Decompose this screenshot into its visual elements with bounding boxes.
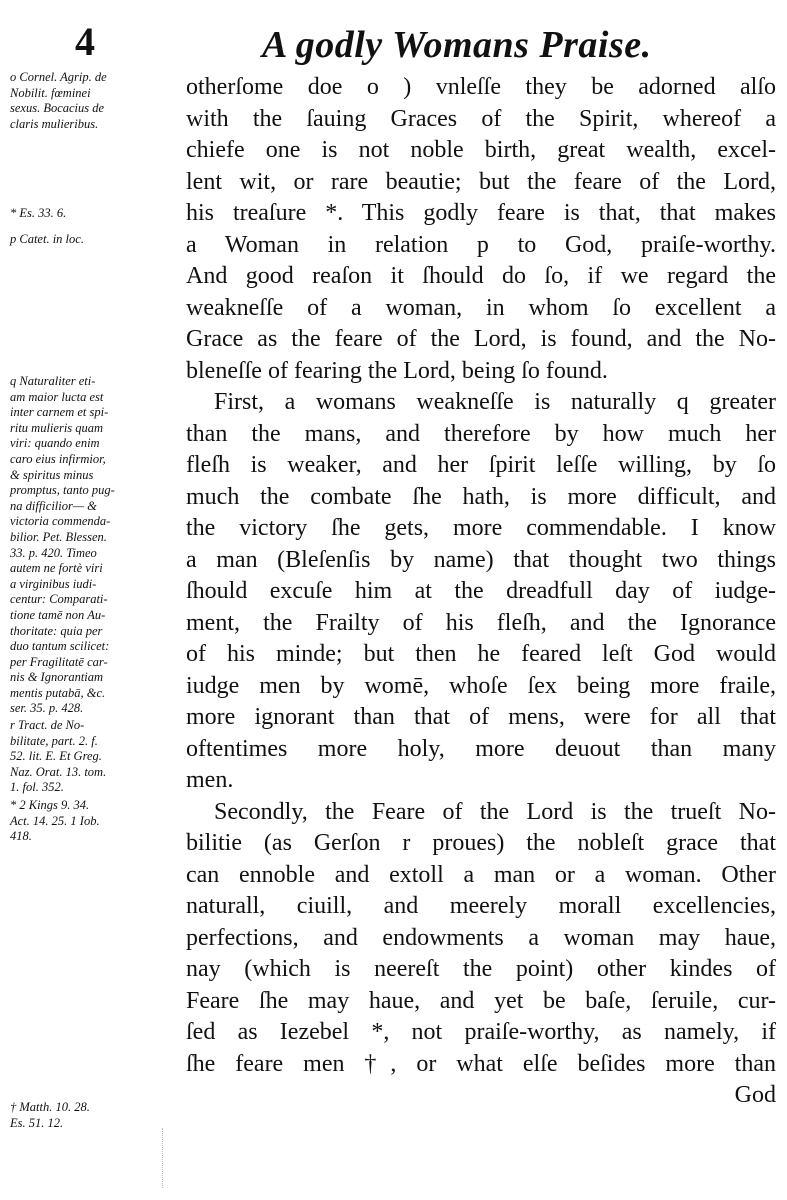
gutter-rule	[162, 1128, 164, 1188]
margin-note-line: r Tract. de No-	[10, 718, 85, 732]
margin-note-line: a virginibus iudi-	[10, 576, 97, 591]
text-line: naturall, ciuill, and meerely morall excellencies,	[186, 893, 776, 919]
margin-note-line: ritu mulieris quam	[10, 420, 104, 435]
margin-note-line: Act. 14. 25. 1 Iob.	[10, 813, 100, 828]
margin-note-line: bilior. Pet. Blessen.	[10, 529, 107, 544]
margin-note-line: Nobilit. fœminei	[10, 85, 91, 100]
margin-note-line: 1. fol. 352.	[10, 780, 64, 795]
text-line: Grace as the feare of the Lord, is found, and the No-	[186, 326, 776, 352]
text-line: perfections, and endowments a woman may haue,	[186, 924, 776, 951]
text-line: a man (Bleſenſis by name) that thought two things	[186, 546, 776, 573]
margin-note-line: per Fragilitatē car-	[10, 654, 108, 669]
text-line: chiefe one is not noble birth, great wealth, excel-	[186, 137, 776, 163]
margin-note-line: o Cornel. Agrip. de	[10, 70, 107, 84]
margin-note-line: † Matth. 10. 28.	[10, 1100, 90, 1114]
text-line: his treaſure *. This godly feare is that, that makes	[186, 200, 776, 226]
page-number: 4	[75, 19, 95, 64]
margin-note-line: bilitate, part. 2. f.	[10, 733, 98, 748]
margin-note-line: duo tantum scilicet:	[10, 639, 110, 654]
margin-note-line: p Catet. in loc.	[10, 232, 84, 246]
margin-note-line: 52. lit. E. Et Greg.	[10, 749, 102, 764]
text-line: bleneſſe of fearing the Lord, being ſo found.	[186, 357, 608, 384]
text-line: ſhould excuſe him at the dreadfull day of iudge-	[186, 578, 776, 604]
text-line: lent wit, or rare beautie; but the feare of the Lord,	[186, 168, 776, 195]
text-line: ſhe feare men †, or what elſe beſides more than	[186, 1050, 776, 1077]
margin-note-line: sexus. Bocacius de	[10, 101, 105, 116]
margin-note-line: Es. 51. 12.	[10, 1115, 64, 1130]
body-text	[186, 72, 776, 1112]
text-line: a Woman in relation p to God, praiſe-worthy.	[186, 231, 776, 258]
margin-note-line: ser. 35. p. 428.	[10, 701, 84, 716]
text-line: otherſome doe o ) vnleſſe they be adorned alſo	[186, 74, 776, 100]
margin-note-line: na difficilior— &	[10, 498, 97, 513]
margin-note-line: centur: Comparati-	[10, 592, 108, 607]
text-line: than the mans, and therefore by how much her	[186, 420, 776, 447]
margin-note-line: tione tamē non Au-	[10, 607, 106, 622]
text-line: iudge men by womē, whoſe ſex being more fraile,	[186, 672, 776, 699]
margin-note-line: * Es. 33. 6.	[10, 206, 67, 220]
margin-note-line: autem ne fortè viri	[10, 561, 103, 576]
margin-note-isaiah	[10, 206, 182, 222]
text-line: fleſh is weaker, and her ſpirit leſſe willing, by ſo	[186, 452, 776, 478]
text-line: First, a womans weakneſſe is naturally q greater	[214, 389, 776, 415]
text-line: can ennoble and extoll a man or a woman. Other	[186, 861, 776, 888]
running-title: A godly Womans Praise.	[262, 24, 652, 66]
margin-note-line: caro eius infirmior,	[10, 451, 106, 466]
margin-note-line: * 2 Kings 9. 34.	[10, 798, 90, 812]
text-line: Secondly, the Feare of the Lord is the trueſt No-	[214, 798, 776, 825]
text-line: men.	[186, 767, 234, 793]
margin-note-agrippa	[10, 70, 182, 132]
margin-note-catet	[10, 232, 182, 248]
text-line: much the combate ſhe hath, is more difficult, and	[186, 483, 776, 510]
catchword: God	[734, 1082, 776, 1108]
text-line: oftentimes more holy, more deuout than many	[186, 735, 776, 762]
text-line: of his minde; but then he feared leſt God would	[186, 641, 776, 667]
text-line: with the ſauing Graces of the Spirit, whereof a	[186, 105, 776, 132]
text-line: nay (which is neereſt the point) other kindes of	[186, 956, 776, 982]
text-line: And good reaſon it ſhould do ſo, if we regard the	[186, 263, 776, 289]
margin-note-line: mentis putabā, &c.	[10, 685, 106, 700]
text-line: more ignorant than that of mens, were for all that	[186, 704, 776, 730]
margin-note-line: thoritate: quia per	[10, 623, 103, 638]
text-line: bilitie (as Gerſon r proues) the nobleſt grace that	[186, 830, 776, 856]
margin-note-line: promptus, tanto pug-	[10, 483, 115, 498]
margin-note-line: am maior lucta est	[10, 389, 104, 404]
margin-note-blessensis	[10, 374, 182, 717]
text-line: ment, the Frailty of his fleſh, and the Ignorance	[186, 609, 776, 636]
margin-note-line: Naz. Orat. 13. tom.	[10, 764, 107, 779]
margin-note-kings	[10, 798, 182, 845]
margin-note-line: & spiritus minus	[10, 467, 94, 482]
margin-note-line: q Naturaliter eti-	[10, 374, 96, 388]
margin-note-gerson	[10, 718, 182, 796]
margin-note-line: 33. p. 420. Timeo	[10, 545, 97, 560]
margin-note-line: 418.	[10, 829, 32, 844]
text-line: ſed as Iezebel *, not praiſe-worthy, as namely, if	[186, 1019, 776, 1045]
text-line: Feare ſhe may haue, and yet be baſe, ſeruile, cur-	[186, 987, 776, 1014]
margin-note-line: viri: quando enim	[10, 436, 100, 451]
margin-note-line: nis & Ignorantiam	[10, 670, 104, 685]
text-line: weakneſſe of a woman, in whom ſo excellent a	[186, 294, 776, 321]
text-line: the victory ſhe gets, more commendable. I know	[186, 515, 776, 541]
margin-note-matthew	[10, 1100, 182, 1131]
margin-note-line: claris mulieribus.	[10, 116, 99, 131]
margin-note-line: inter carnem et spi-	[10, 405, 109, 420]
margin-note-line: victoria commenda-	[10, 514, 111, 529]
